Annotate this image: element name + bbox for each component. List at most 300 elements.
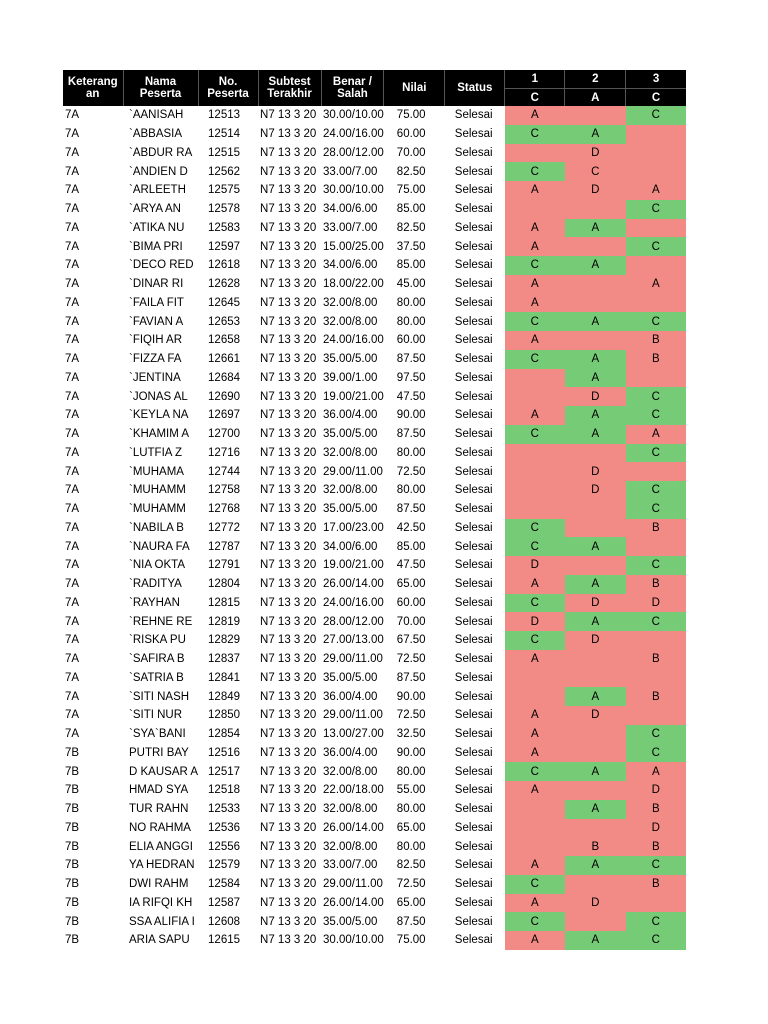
benar-salah-cell: 32.00/8.00 <box>323 446 378 459</box>
table-row[interactable] <box>63 312 686 331</box>
answer-cell-2: A <box>565 125 626 144</box>
answer-cell-3: D <box>626 781 686 800</box>
answer-cell-3: B <box>626 800 686 819</box>
status-cell: Selesai <box>454 765 493 778</box>
col-question-1[interactable]: 1 <box>505 70 565 89</box>
table-row[interactable] <box>63 931 686 950</box>
subtest-cell: N7 13 3 20 <box>260 746 317 759</box>
answer-cell-2 <box>565 106 626 125</box>
keterangan-cell: 7A <box>65 334 80 347</box>
keterangan-cell: 7A <box>65 128 80 141</box>
status-cell: Selesai <box>454 521 493 534</box>
nilai-cell: 85.00 <box>396 259 426 272</box>
nama-cell: `RISKA PU <box>129 634 186 647</box>
table-row[interactable] <box>63 819 686 838</box>
nama-cell: `FIZZA FA <box>129 353 182 366</box>
benar-salah-cell: 39.00/1.00 <box>323 371 378 384</box>
no-peserta-cell: 12517 <box>208 765 241 778</box>
answer-cell-3: C <box>626 387 686 406</box>
answer-cell-2: D <box>565 894 626 913</box>
answer-cell-1: D <box>505 612 565 631</box>
nilai-cell: 80.00 <box>396 315 426 328</box>
nama-cell: `KHAMIM A <box>129 428 190 441</box>
answer-cell-3 <box>626 369 686 388</box>
answer-cell-3: B <box>626 687 686 706</box>
keterangan-cell: 7A <box>65 221 80 234</box>
keterangan-cell: 7A <box>65 465 80 478</box>
benar-salah-cell: 36.00/4.00 <box>323 746 378 759</box>
answer-cell-2 <box>565 650 626 669</box>
header-row <box>63 70 686 89</box>
no-peserta-cell: 12819 <box>208 615 241 628</box>
benar-salah-cell: 15.00/25.00 <box>323 240 384 253</box>
answer-cell-1 <box>505 481 565 500</box>
nama-cell: `BIMA PRI <box>129 240 183 253</box>
table-row[interactable] <box>63 875 686 894</box>
nilai-cell: 47.50 <box>396 559 426 572</box>
table-row[interactable] <box>63 575 686 594</box>
answer-cell-1 <box>505 144 565 163</box>
nama-cell: `FAILA FIT <box>129 296 184 309</box>
answer-cell-3: C <box>626 481 686 500</box>
keterangan-cell: 7A <box>65 371 80 384</box>
table-row[interactable] <box>63 462 686 481</box>
no-peserta-cell: 12518 <box>208 784 241 797</box>
nama-cell: `SITI NUR <box>129 709 183 722</box>
subtest-cell: N7 13 3 20 <box>260 859 317 872</box>
benar-salah-cell: 28.00/12.00 <box>323 615 384 628</box>
status-cell: Selesai <box>454 878 493 891</box>
keterangan-cell: 7A <box>65 634 80 647</box>
table-row[interactable] <box>63 125 686 144</box>
answer-cell-3: C <box>626 237 686 256</box>
results-table <box>63 70 686 950</box>
no-peserta-cell: 12804 <box>208 578 241 591</box>
nilai-cell: 90.00 <box>396 746 426 759</box>
answer-cell-1: A <box>505 706 565 725</box>
keterangan-cell: 7A <box>65 709 80 722</box>
table-row[interactable] <box>63 612 686 631</box>
nama-cell: `ATIKA NU <box>129 221 185 234</box>
nilai-cell: 72.50 <box>396 653 426 666</box>
answer-cell-3 <box>626 144 686 163</box>
nilai-cell: 90.00 <box>396 690 426 703</box>
status-cell: Selesai <box>454 203 493 216</box>
answer-cell-2 <box>565 519 626 538</box>
no-peserta-cell: 12584 <box>208 878 241 891</box>
table-row[interactable] <box>63 144 686 163</box>
benar-salah-cell: 17.00/23.00 <box>323 521 384 534</box>
nilai-cell: 82.50 <box>396 859 426 872</box>
nama-cell: ARIA SAPU <box>129 934 190 947</box>
status-cell: Selesai <box>454 409 493 422</box>
subtest-cell: N7 13 3 20 <box>260 484 317 497</box>
nilai-cell: 85.00 <box>396 540 426 553</box>
answer-cell-2: A <box>565 687 626 706</box>
answer-cell-2 <box>565 875 626 894</box>
benar-salah-cell: 28.00/12.00 <box>323 146 384 159</box>
status-cell: Selesai <box>454 503 493 516</box>
status-cell: Selesai <box>454 709 493 722</box>
benar-salah-cell: 30.00/10.00 <box>323 109 384 122</box>
status-cell: Selesai <box>454 371 493 384</box>
keterangan-cell: 7A <box>65 503 80 516</box>
subtest-cell: N7 13 3 20 <box>260 465 317 478</box>
keterangan-cell: 7A <box>65 596 80 609</box>
answer-cell-1: C <box>505 350 565 369</box>
status-cell: Selesai <box>454 803 493 816</box>
nama-cell: SSA ALIFIA I <box>129 915 195 928</box>
answer-cell-3: C <box>626 612 686 631</box>
table-row[interactable] <box>63 894 686 913</box>
nama-cell: `SITI NASH <box>129 690 190 703</box>
answer-cell-1: A <box>505 181 565 200</box>
answer-cell-3: C <box>626 744 686 763</box>
table-row[interactable] <box>63 594 686 613</box>
benar-salah-cell: 35.00/5.00 <box>323 353 378 366</box>
benar-salah-cell: 32.00/8.00 <box>323 296 378 309</box>
answer-cell-1 <box>505 500 565 519</box>
answer-cell-1: A <box>505 650 565 669</box>
table-row[interactable] <box>63 387 686 406</box>
answer-cell-2 <box>565 819 626 838</box>
answer-cell-3: A <box>626 181 686 200</box>
benar-salah-cell: 32.00/8.00 <box>323 315 378 328</box>
nama-cell: `RADITYA <box>129 578 182 591</box>
table-row[interactable] <box>63 256 686 275</box>
answer-cell-3 <box>626 669 686 688</box>
table-row[interactable] <box>63 294 686 313</box>
answer-cell-1: C <box>505 594 565 613</box>
table-row[interactable] <box>63 275 686 294</box>
status-cell: Selesai <box>454 634 493 647</box>
nilai-cell: 60.00 <box>396 128 426 141</box>
table-row[interactable] <box>63 406 686 425</box>
nilai-cell: 87.50 <box>396 353 426 366</box>
answer-cell-2: D <box>565 706 626 725</box>
no-peserta-cell: 12536 <box>208 821 241 834</box>
answer-cell-1 <box>505 369 565 388</box>
table-row[interactable] <box>63 219 686 238</box>
nilai-cell: 87.50 <box>396 915 426 928</box>
col-keterangan[interactable]: Keterang an <box>63 70 123 106</box>
subtest-cell: N7 13 3 20 <box>260 540 317 553</box>
table-row[interactable] <box>63 744 686 763</box>
answer-cell-1 <box>505 669 565 688</box>
nilai-cell: 87.50 <box>396 671 426 684</box>
no-peserta-cell: 12768 <box>208 503 241 516</box>
no-peserta-cell: 12578 <box>208 203 241 216</box>
answer-cell-3 <box>626 631 686 650</box>
answer-cell-1: A <box>505 744 565 763</box>
answer-cell-1: C <box>505 425 565 444</box>
nilai-cell: 65.00 <box>396 896 426 909</box>
subtest-cell: N7 13 3 20 <box>260 503 317 516</box>
answer-cell-2: C <box>565 162 626 181</box>
subtest-cell: N7 13 3 20 <box>260 578 317 591</box>
answer-cell-3 <box>626 706 686 725</box>
table-row[interactable] <box>63 181 686 200</box>
table-row[interactable] <box>63 200 686 219</box>
nilai-cell: 37.50 <box>396 240 426 253</box>
table-row[interactable] <box>63 350 686 369</box>
answer-cell-1: A <box>505 406 565 425</box>
status-cell: Selesai <box>454 165 493 178</box>
status-cell: Selesai <box>454 840 493 853</box>
status-cell: Selesai <box>454 671 493 684</box>
table-row[interactable] <box>63 631 686 650</box>
col-question-2[interactable]: 2 <box>565 70 626 89</box>
benar-salah-cell: 30.00/10.00 <box>323 934 384 947</box>
subtest-cell: N7 13 3 20 <box>260 765 317 778</box>
answer-cell-2: D <box>565 481 626 500</box>
keterangan-cell: 7B <box>65 746 80 759</box>
table-row[interactable] <box>63 650 686 669</box>
subtest-cell: N7 13 3 20 <box>260 784 317 797</box>
keterangan-cell: 7A <box>65 278 80 291</box>
col-subtest[interactable]: Subtest Terakhir <box>258 70 321 106</box>
no-peserta-cell: 12653 <box>208 315 241 328</box>
no-peserta-cell: 12533 <box>208 803 241 816</box>
status-cell: Selesai <box>454 109 493 122</box>
no-peserta-cell: 12716 <box>208 446 241 459</box>
status-cell: Selesai <box>454 278 493 291</box>
table-row[interactable] <box>63 369 686 388</box>
table-row[interactable] <box>63 106 686 125</box>
answer-cell-2: A <box>565 612 626 631</box>
answer-cell-2 <box>565 744 626 763</box>
nama-cell: IA RIFQI KH <box>129 896 193 909</box>
no-peserta-cell: 12645 <box>208 296 241 309</box>
answer-cell-3: B <box>626 331 686 350</box>
nama-cell: `MUHAMA <box>129 465 184 478</box>
answer-cell-2: D <box>565 462 626 481</box>
keterangan-cell: 7B <box>65 840 80 853</box>
answer-cell-3: B <box>626 575 686 594</box>
answer-cell-3: D <box>626 594 686 613</box>
col-nilai[interactable]: Nilai <box>384 70 445 106</box>
nilai-cell: 87.50 <box>396 428 426 441</box>
table-row[interactable] <box>63 444 686 463</box>
no-peserta-cell: 12697 <box>208 409 241 422</box>
answer-cell-3 <box>626 537 686 556</box>
keterangan-cell: 7B <box>65 784 80 797</box>
no-peserta-cell: 12661 <box>208 353 241 366</box>
answer-cell-1: C <box>505 519 565 538</box>
col-nama-peserta[interactable]: Nama Peserta <box>123 70 198 106</box>
answer-cell-2: A <box>565 350 626 369</box>
nama-cell: `DECO RED <box>129 259 194 272</box>
status-cell: Selesai <box>454 296 493 309</box>
no-peserta-cell: 12658 <box>208 334 241 347</box>
nama-cell: `MUHAMM <box>129 484 186 497</box>
nama-cell: `FAVIAN A <box>129 315 184 328</box>
answer-cell-2: D <box>565 144 626 163</box>
table-row[interactable] <box>63 237 686 256</box>
table-row[interactable] <box>63 762 686 781</box>
no-peserta-cell: 12618 <box>208 259 241 272</box>
answer-cell-3 <box>626 294 686 313</box>
answer-cell-2 <box>565 200 626 219</box>
no-peserta-cell: 12850 <box>208 709 241 722</box>
no-peserta-cell: 12556 <box>208 840 241 853</box>
subtest-cell: N7 13 3 20 <box>260 165 317 178</box>
nilai-cell: 97.50 <box>396 371 426 384</box>
status-cell: Selesai <box>454 221 493 234</box>
answer-cell-2: A <box>565 575 626 594</box>
table-row[interactable] <box>63 725 686 744</box>
status-cell: Selesai <box>454 746 493 759</box>
answer-cell-3 <box>626 894 686 913</box>
no-peserta-cell: 12562 <box>208 165 241 178</box>
answer-cell-2 <box>565 912 626 931</box>
answer-cell-3: A <box>626 275 686 294</box>
answer-cell-1: A <box>505 856 565 875</box>
benar-salah-cell: 36.00/4.00 <box>323 690 378 703</box>
status-cell: Selesai <box>454 428 493 441</box>
nama-cell: PUTRI BAY <box>129 746 189 759</box>
nama-cell: `LUTFIA Z <box>129 446 183 459</box>
nilai-cell: 67.50 <box>396 634 426 647</box>
table-row[interactable] <box>63 669 686 688</box>
benar-salah-cell: 19.00/21.00 <box>323 559 384 572</box>
nama-cell: `NAURA FA <box>129 540 190 553</box>
answer-cell-3: C <box>626 500 686 519</box>
col-question-3[interactable]: 3 <box>626 70 686 89</box>
status-cell: Selesai <box>454 540 493 553</box>
benar-salah-cell: 34.00/6.00 <box>323 203 378 216</box>
table-row[interactable] <box>63 687 686 706</box>
answer-cell-2 <box>565 294 626 313</box>
answer-cell-1: A <box>505 219 565 238</box>
answer-cell-3: D <box>626 819 686 838</box>
keterangan-cell: 7A <box>65 540 80 553</box>
nama-cell: `ANDIEN D <box>129 165 188 178</box>
answer-cell-3 <box>626 125 686 144</box>
table-row[interactable] <box>63 500 686 519</box>
answer-cell-2: A <box>565 537 626 556</box>
status-cell: Selesai <box>454 821 493 834</box>
subtest-cell: N7 13 3 20 <box>260 653 317 666</box>
table-row[interactable] <box>63 800 686 819</box>
benar-salah-cell: 26.00/14.00 <box>323 821 384 834</box>
answer-cell-3: C <box>626 312 686 331</box>
table-row[interactable] <box>63 781 686 800</box>
status-cell: Selesai <box>454 896 493 909</box>
subtest-cell: N7 13 3 20 <box>260 315 317 328</box>
subtest-cell: N7 13 3 20 <box>260 409 317 422</box>
table-row[interactable] <box>63 706 686 725</box>
nama-cell: D KAUSAR A <box>129 765 199 778</box>
answer-cell-3: C <box>626 444 686 463</box>
keterangan-cell: 7A <box>65 521 80 534</box>
answer-cell-1: C <box>505 125 565 144</box>
benar-salah-cell: 29.00/11.00 <box>323 878 383 891</box>
answer-cell-2: A <box>565 762 626 781</box>
benar-salah-cell: 32.00/8.00 <box>323 484 378 497</box>
keterangan-cell: 7B <box>65 859 80 872</box>
answer-cell-2: A <box>565 406 626 425</box>
no-peserta-cell: 12791 <box>208 559 241 572</box>
nilai-cell: 80.00 <box>396 765 426 778</box>
keterangan-cell: 7A <box>65 671 80 684</box>
answer-cell-2: A <box>565 219 626 238</box>
keterangan-cell: 7A <box>65 653 80 666</box>
table-row[interactable] <box>63 556 686 575</box>
benar-salah-cell: 19.00/21.00 <box>323 390 384 403</box>
table-row[interactable] <box>63 331 686 350</box>
answer-cell-3: B <box>626 350 686 369</box>
no-peserta-cell: 12690 <box>208 390 241 403</box>
keterangan-cell: 7A <box>65 615 80 628</box>
benar-salah-cell: 35.00/5.00 <box>323 428 378 441</box>
table-row[interactable] <box>63 481 686 500</box>
col-status[interactable]: Status <box>445 70 505 106</box>
answer-cell-1 <box>505 837 565 856</box>
answer-cell-3: A <box>626 425 686 444</box>
subtest-cell: N7 13 3 20 <box>260 596 317 609</box>
table-row[interactable] <box>63 162 686 181</box>
nilai-cell: 70.00 <box>396 146 426 159</box>
answer-cell-1: A <box>505 294 565 313</box>
keterangan-cell: 7A <box>65 146 80 159</box>
nilai-cell: 70.00 <box>396 615 426 628</box>
answer-cell-1: A <box>505 725 565 744</box>
answer-cell-2: D <box>565 181 626 200</box>
answer-cell-1 <box>505 687 565 706</box>
answer-cell-3: C <box>626 912 686 931</box>
answer-cell-1: C <box>505 256 565 275</box>
keterangan-cell: 7A <box>65 446 80 459</box>
col-benar-salah[interactable]: Benar / Salah <box>321 70 384 106</box>
nilai-cell: 80.00 <box>396 296 426 309</box>
table-row[interactable] <box>63 856 686 875</box>
benar-salah-cell: 24.00/16.00 <box>323 128 384 141</box>
nilai-cell: 85.00 <box>396 203 426 216</box>
nilai-cell: 55.00 <box>396 784 426 797</box>
col-no-peserta[interactable]: No. Peserta <box>198 70 258 106</box>
subtest-cell: N7 13 3 20 <box>260 915 317 928</box>
table-row[interactable] <box>63 912 686 931</box>
nilai-cell: 65.00 <box>396 821 426 834</box>
no-peserta-cell: 12684 <box>208 371 241 384</box>
benar-salah-cell: 29.00/11.00 <box>323 653 383 666</box>
answer-cell-1: C <box>505 631 565 650</box>
no-peserta-cell: 12579 <box>208 859 241 872</box>
answer-cell-2: A <box>565 856 626 875</box>
table-row[interactable] <box>63 519 686 538</box>
answer-cell-3 <box>626 162 686 181</box>
status-cell: Selesai <box>454 596 493 609</box>
answer-cell-3: C <box>626 106 686 125</box>
answer-cell-2 <box>565 237 626 256</box>
answer-cell-3: C <box>626 856 686 875</box>
answer-cell-1 <box>505 444 565 463</box>
status-cell: Selesai <box>454 859 493 872</box>
benar-salah-cell: 24.00/16.00 <box>323 596 384 609</box>
nama-cell: `JENTINA <box>129 371 181 384</box>
answer-cell-1 <box>505 800 565 819</box>
answer-cell-2 <box>565 275 626 294</box>
table-row[interactable] <box>63 537 686 556</box>
table-row[interactable] <box>63 837 686 856</box>
answer-cell-2: A <box>565 931 626 950</box>
keterangan-cell: 7B <box>65 803 80 816</box>
keterangan-cell: 7A <box>65 184 80 197</box>
nilai-cell: 72.50 <box>396 709 426 722</box>
answer-cell-1: A <box>505 894 565 913</box>
table-row[interactable] <box>63 425 686 444</box>
